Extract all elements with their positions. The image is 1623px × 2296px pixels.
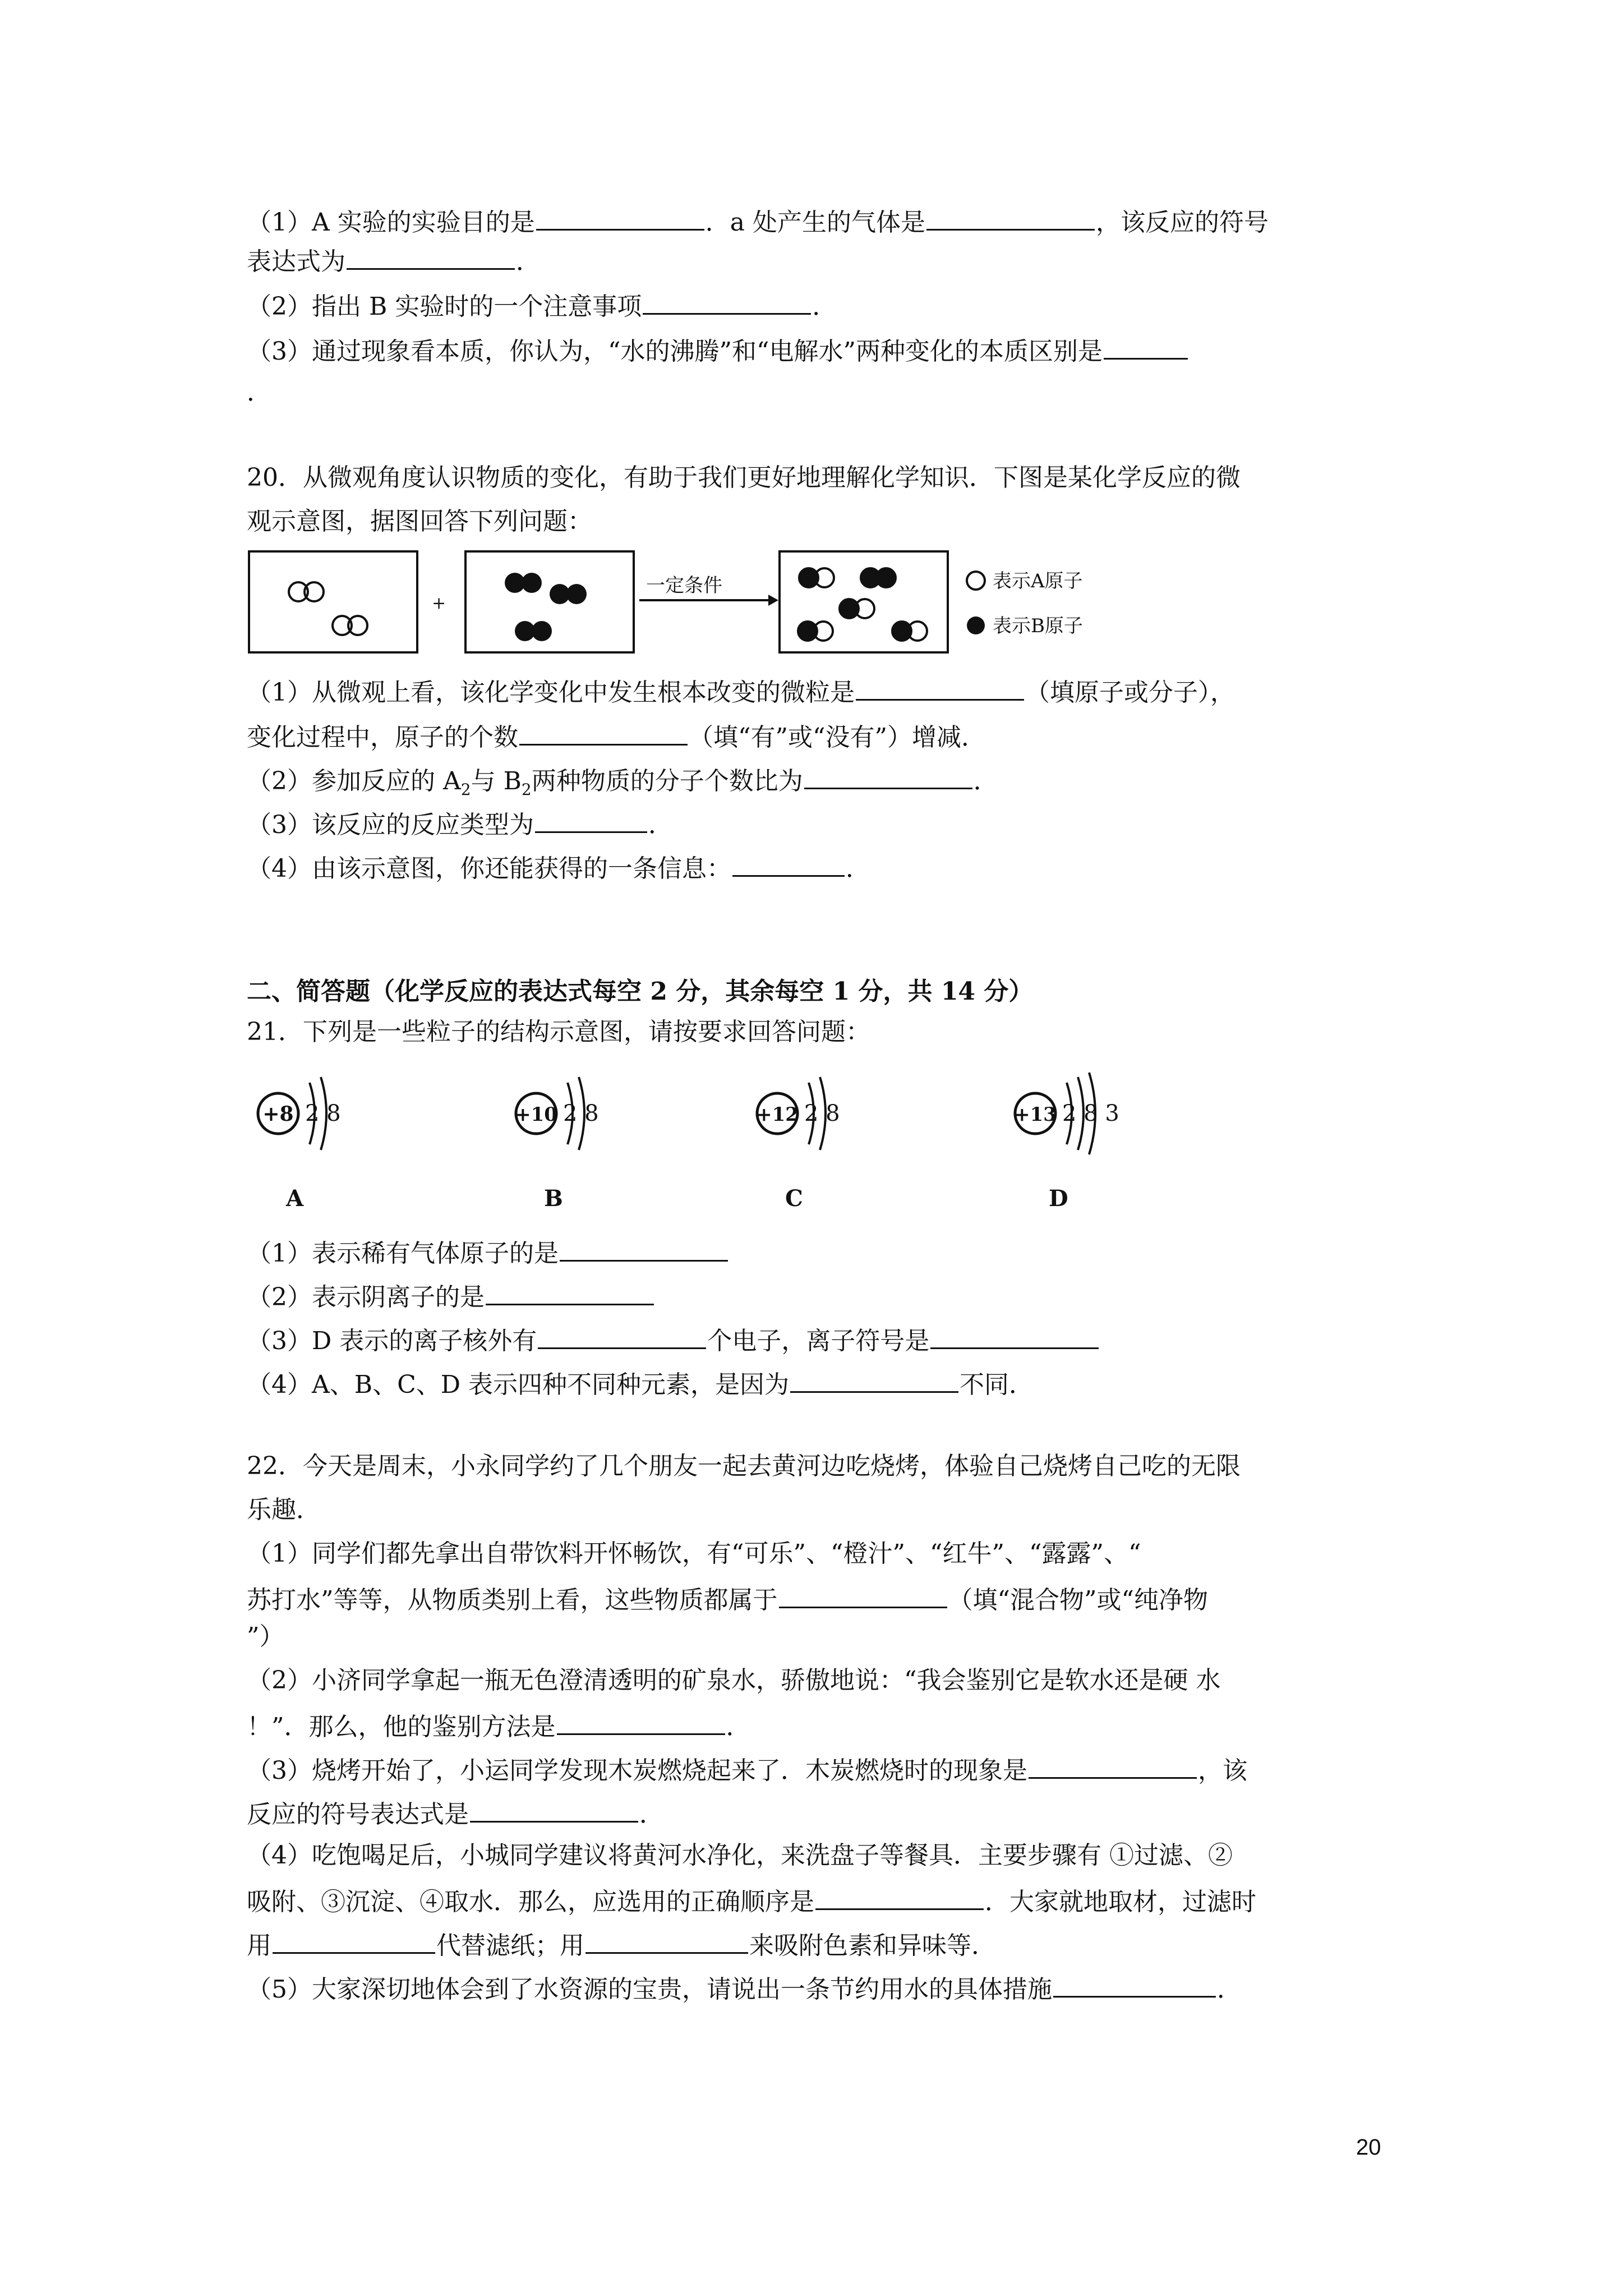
plus-sign: +: [432, 593, 446, 613]
q22-p2b-text: ！”．那么，他的鉴别方法是: [247, 1713, 556, 1741]
a2-molecules: [289, 582, 367, 635]
q22-p3a: [247, 1751, 1247, 1788]
answer-blank[interactable]: [1053, 1970, 1216, 1998]
q20-p4-end: ．: [648, 811, 673, 839]
q22-p1d: ”）: [247, 1622, 284, 1651]
legend-a-text: 表示A原子: [993, 570, 1083, 592]
q22-intro2: 乐趣．: [247, 1496, 321, 1524]
answer-blank[interactable]: [519, 718, 688, 746]
subscript: 2: [521, 780, 532, 799]
atom-d: [1014, 1073, 1119, 1212]
q20-p5: [247, 849, 870, 886]
q20-p5-end: ．: [846, 854, 870, 883]
q22-p2b: [247, 1708, 751, 1744]
q19-l5-text: ．: [247, 378, 271, 407]
q19-l2-end: ．: [516, 247, 541, 276]
q21-p2: [247, 1278, 655, 1314]
q22-p4d: [247, 1926, 996, 1963]
answer-blank[interactable]: [790, 1365, 958, 1393]
q22-p2-end: ．: [726, 1713, 751, 1741]
product-molecules: [798, 568, 927, 641]
answer-blank[interactable]: [486, 1278, 654, 1305]
atom-c-shells: 2 8: [804, 1101, 840, 1126]
answer-blank[interactable]: [535, 806, 647, 833]
answer-blank[interactable]: [1029, 1751, 1197, 1779]
q20-p1-text: （1）从微观上看，该化学变化中发生根本改变的微粒是: [247, 678, 855, 707]
atom-c-label: C: [785, 1185, 803, 1212]
q20-p3-text3: 两种物质的分子个数比为: [531, 767, 803, 795]
q19-l1-text: （1）A 实验的实验目的是: [247, 208, 535, 237]
q21-p3-text: （3）D 表示的离子核外有: [247, 1327, 537, 1355]
q19-line2: [247, 242, 541, 279]
q20-p4: [247, 806, 673, 842]
q22-p4e-text: 代替滤纸；用: [436, 1931, 584, 1960]
q20-p3: [247, 762, 998, 807]
q20-p2-tail: （填“有”或“没有”）增减．: [689, 723, 986, 752]
q22-p1b-text: 苏打水”等等，从物质类别上看，这些物质都属于: [247, 1586, 778, 1614]
q19-l3-end: ．: [812, 292, 837, 321]
answer-blank[interactable]: [560, 1234, 728, 1262]
q22-p5-end: ．: [1217, 1975, 1242, 2004]
answer-blank[interactable]: [347, 242, 515, 270]
q20-p2-text: 变化过程中，原子的个数: [247, 723, 518, 752]
q22-p4f-text: 来吸附色素和异味等．: [749, 1931, 996, 1960]
answer-blank[interactable]: [779, 1581, 947, 1608]
atom-d-label: D: [1049, 1185, 1068, 1212]
legend-a-circle: [967, 572, 985, 590]
q22-p5: [247, 1970, 1242, 2007]
atom-b: [515, 1077, 599, 1212]
answer-blank[interactable]: [538, 1322, 706, 1349]
atom-a-nucleus: +8: [262, 1102, 294, 1126]
q22-p4b: [247, 1883, 1256, 1919]
atom-b-label: B: [544, 1185, 563, 1212]
answer-blank[interactable]: [536, 203, 704, 231]
q21-p1: [247, 1234, 729, 1271]
q20-intro1: 20．从微观角度认识物质的变化，有助于我们更好地理解化学知识．下图是某化学反应的微: [247, 463, 1241, 492]
page-number: 20: [1356, 2135, 1381, 2160]
q21-p1-text: （1）表示稀有气体原子的是: [247, 1239, 559, 1268]
q19-l3-text: （2）指出 B 实验时的一个注意事项: [247, 292, 642, 321]
answer-blank[interactable]: [557, 1708, 725, 1735]
atom-structure-figure: [247, 1071, 1200, 1223]
answer-blank[interactable]: [732, 849, 845, 877]
reaction-diagram: [247, 547, 1200, 659]
atom-d-nucleus: +13: [1014, 1103, 1057, 1126]
atom-a: [258, 1077, 341, 1212]
q20-p3-text2: 与 B: [471, 767, 522, 795]
q19-l1-text3: ，该反应的符号: [1095, 208, 1269, 237]
q22-p4c-text: ．大家就地取材，过滤时: [985, 1888, 1256, 1916]
arrow-label: 一定条件: [646, 574, 722, 597]
q21-p3: [247, 1322, 1100, 1358]
atom-a-label: A: [286, 1185, 304, 1212]
atom-c-nucleus: +12: [756, 1103, 799, 1126]
atom-b-shells: 2 8: [563, 1101, 599, 1126]
q19-l4-text: （3）通过现象看本质，你认为，“水的沸腾”和“电解水”两种变化的本质区别是: [247, 337, 1103, 366]
q19-line1: [247, 203, 1269, 240]
q21-p4-text: （4）A、B、C、D 表示四种不同种元素，是因为: [247, 1370, 790, 1399]
q22-p1b: [247, 1581, 1208, 1617]
q20-intro2: 观示意图，据图回答下列问题：: [247, 507, 592, 536]
legend-b-circle: [967, 616, 985, 634]
q21-p4-tail: 不同．: [960, 1370, 1034, 1399]
answer-blank[interactable]: [926, 203, 1095, 231]
q19-l2-text: 表达式为: [247, 247, 345, 276]
answer-blank[interactable]: [470, 1795, 638, 1823]
q19-line5: [247, 376, 271, 409]
q22-p3b-text: ，该: [1198, 1756, 1247, 1785]
q22-p1a: （1）同学们都先拿出自带饮料开怀畅饮，有“可乐”、“橙汁”、“红牛”、“露露”、“: [247, 1539, 1141, 1568]
q22-p1c-text: （填“混合物”或“纯净物: [948, 1586, 1208, 1614]
q22-p5-text: （5）大家深切地体会到了水资源的宝贵，请说出一条节约用水的具体措施: [247, 1975, 1052, 2004]
q21-p4: [247, 1365, 1034, 1402]
b2-molecules: [505, 573, 587, 641]
atom-d-shells: 2 8 3: [1062, 1101, 1119, 1126]
q22-p4a: （4）吃饱喝足后，小城同学建议将黄河水净化，来洗盘子等餐具．主要步骤有 ①过滤、②: [247, 1841, 1233, 1870]
q21-p3-text2: 个电子，离子符号是: [707, 1327, 930, 1355]
answer-blank[interactable]: [273, 1926, 435, 1954]
answer-blank[interactable]: [1104, 332, 1188, 360]
answer-blank[interactable]: [643, 287, 811, 315]
q20-p4-text: （3）该反应的反应类型为: [247, 811, 534, 839]
q21-intro: 21．下列是一些粒子的结构示意图，请按要求回答问题：: [247, 1018, 870, 1046]
atom-c: [756, 1077, 840, 1212]
q20-p1-tail: （填原子或分子），: [1025, 678, 1235, 707]
atom-a-shells: 2 8: [305, 1101, 341, 1126]
q20-p1: [247, 673, 1235, 710]
q22-p4b-text: 吸附、③沉淀、④取水．那么，应选用的正确顺序是: [247, 1888, 814, 1916]
q22-intro1: 22．今天是周末，小永同学约了几个朋友一起去黄河边吃烧烤，体验自己烧烤自己吃的无限: [247, 1452, 1241, 1480]
q20-p3-text: （2）参加反应的 A: [247, 767, 461, 795]
answer-blank[interactable]: [804, 762, 972, 789]
q22-p3c: [247, 1795, 664, 1832]
q19-line4: [247, 332, 1189, 369]
q22-p3a-text: （3）烧烤开始了，小运同学发现木炭燃烧起来了．木炭燃烧时的现象是: [247, 1756, 1027, 1785]
reactant-a-box: [249, 551, 417, 652]
legend-b-text: 表示B原子: [993, 615, 1083, 637]
q20-p5-text: （4）由该示意图，你还能获得的一条信息：: [247, 854, 731, 883]
q20-p2: [247, 718, 986, 754]
answer-blank[interactable]: [856, 673, 1024, 701]
section-heading: 二、简答题（化学反应的表达式每空 2 分，其余每空 1 分，共 14 分）: [247, 977, 1034, 1006]
answer-blank[interactable]: [930, 1322, 1099, 1349]
q21-p2-text: （2）表示阴离子的是: [247, 1283, 485, 1312]
q22-p4d-text: 用: [247, 1931, 271, 1960]
q19-l1-text2: ．a 处产生的气体是: [705, 208, 925, 237]
q20-p3-end: ．: [973, 767, 998, 795]
atom-b-nucleus: +10: [515, 1103, 557, 1126]
q22-p3-end: ．: [639, 1800, 664, 1829]
q19-line3: [247, 287, 837, 324]
q22-p2a: （2）小济同学拿起一瓶无色澄清透明的矿泉水，骄傲地说：“我会鉴别它是软水还是硬 水: [247, 1666, 1221, 1695]
subscript: 2: [460, 780, 471, 799]
q22-p3c-text: 反应的符号表达式是: [247, 1800, 469, 1829]
answer-blank[interactable]: [815, 1883, 984, 1910]
answer-blank[interactable]: [585, 1926, 748, 1954]
